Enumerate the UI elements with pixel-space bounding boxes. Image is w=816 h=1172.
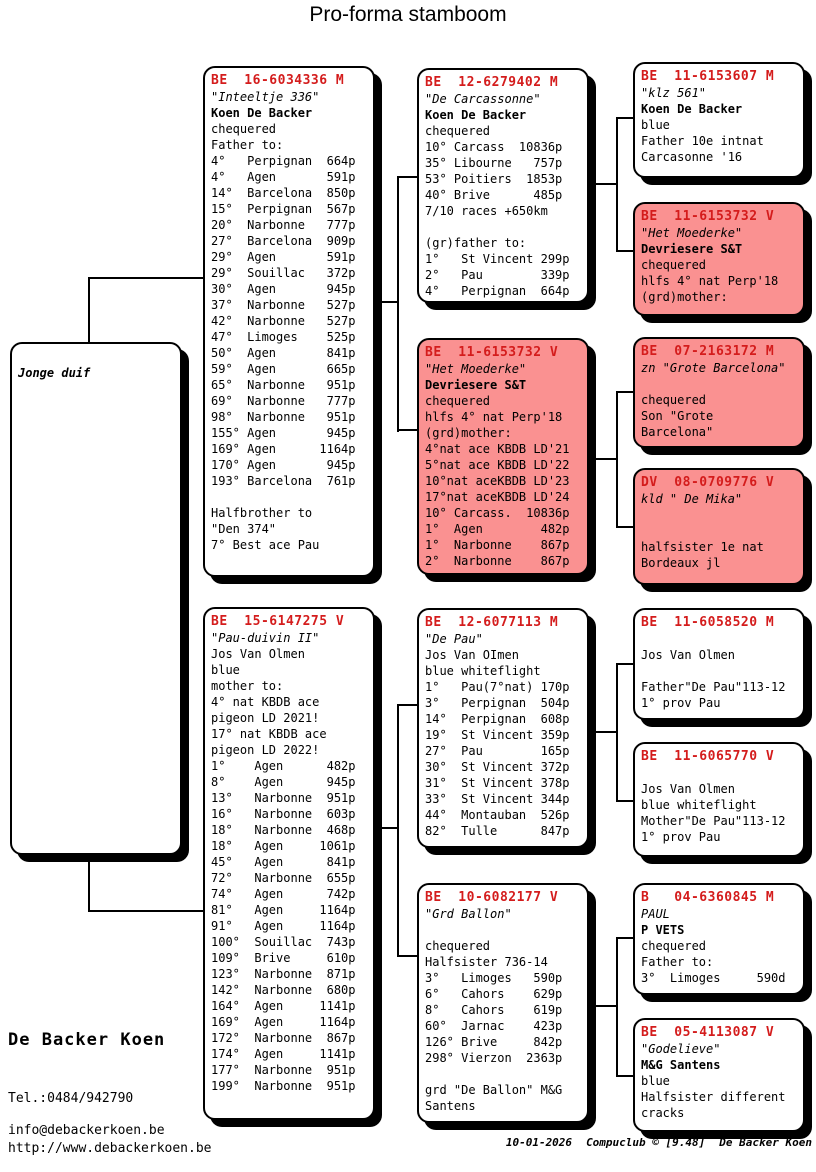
- box-line: chequered: [211, 122, 277, 136]
- box-line: hlfs 4° nat Perp'18: [641, 274, 779, 288]
- box-line: hlfs 4° nat Perp'18: [425, 410, 563, 424]
- box-line: "klz 561": [641, 86, 707, 100]
- box-line: 47° Limoges 525p: [211, 330, 356, 344]
- connector-line: [616, 663, 634, 665]
- connector-line: [589, 183, 617, 185]
- box-line: 298° Vierzon 2363p: [425, 1051, 563, 1065]
- box-line: 123° Narbonne 871p: [211, 967, 356, 981]
- box-line: 18° Narbonne 468p: [211, 823, 356, 837]
- connector-line: [375, 827, 399, 829]
- connector-line: [88, 277, 90, 344]
- box-line: halfsister 1e nat: [641, 540, 764, 554]
- pedigree-box-be-12-6077113: [417, 608, 589, 848]
- box-line: blue whiteflight: [425, 664, 541, 678]
- box-line: 3° Limoges 590p: [425, 971, 563, 985]
- box-line: blue: [641, 1074, 670, 1088]
- pedigree-box-be-11-6153732-c4: [633, 202, 805, 316]
- box-line: blue: [641, 118, 670, 132]
- connector-line: [397, 176, 418, 178]
- connector-line: [616, 117, 634, 119]
- contact-phone: Tel.:0484/942790: [8, 1091, 134, 1106]
- box-line: "Den 374": [211, 522, 277, 536]
- footer-owner: De Backer Koen: [719, 1136, 812, 1149]
- connector-line: [616, 117, 618, 252]
- box-line: 17°nat aceKBDB LD'24: [425, 490, 570, 504]
- box-line: "Grd Ballon": [425, 907, 512, 921]
- box-line: Jos Van Olmen: [641, 782, 735, 796]
- box-line: Devriesere S&T: [641, 242, 743, 256]
- box-line: 27° Pau 165p: [425, 744, 570, 758]
- box-line: [641, 523, 797, 539]
- page-title: Pro-forma stamboom: [309, 3, 507, 26]
- box-line: [18, 349, 174, 365]
- box-line: Halfsister different: [641, 1090, 786, 1104]
- box-line: 50° Agen 841p: [211, 346, 356, 360]
- box-line: 1° Agen 482p: [211, 759, 356, 773]
- box-line: 35° Libourne 757p: [425, 156, 563, 170]
- connector-line: [589, 458, 617, 460]
- box-line: 3° Perpignan 504p: [425, 696, 570, 710]
- ring-number: BE 05-4113087 V: [641, 1025, 775, 1040]
- box-line: 14° Perpignan 608p: [425, 712, 570, 726]
- box-line: 4°nat ace KBDB LD'21: [425, 442, 570, 456]
- box-line: (grd)mother:: [641, 290, 728, 304]
- pedigree-box-b-04-6360845: [633, 883, 805, 995]
- connector-line: [88, 910, 204, 912]
- box-line: M&G Santens: [641, 1058, 721, 1072]
- box-line: Father"De Pau"113-12: [641, 680, 786, 694]
- connector-line: [616, 1075, 634, 1077]
- box-line: Koen De Backer: [425, 108, 527, 122]
- connector-line: [88, 855, 90, 912]
- connector-line: [616, 391, 634, 393]
- box-line: 82° Tulle 847p: [425, 824, 570, 838]
- box-line: Halfsister 736-14: [425, 955, 548, 969]
- pedigree-box-jonge-duif: [10, 342, 182, 855]
- box-line: 109° Brive 610p: [211, 951, 356, 965]
- box-line: 7/10 races +650km: [425, 204, 548, 218]
- ring-number: BE 12-6279402 M: [425, 75, 559, 90]
- box-line: 45° Agen 841p: [211, 855, 356, 869]
- box-line: chequered: [641, 393, 707, 407]
- box-line: "De Carcassonne": [425, 92, 541, 106]
- ring-number: BE 11-6065770 V: [641, 749, 775, 764]
- box-line: 1° prov Pau: [641, 696, 721, 710]
- box-line: 10° Carcass 10836p: [425, 140, 563, 154]
- pedigree-box-dv-08-0709776: [633, 468, 805, 585]
- box-line: 8° Agen 945p: [211, 775, 356, 789]
- box-line: Jos Van OImen: [425, 648, 519, 662]
- box-line: 174° Agen 1141p: [211, 1047, 356, 1061]
- box-line: PAUL: [641, 907, 670, 921]
- box-line: 6° Cahors 629p: [425, 987, 563, 1001]
- box-line: [641, 507, 797, 523]
- breeder-name: De Backer Koen: [8, 1030, 166, 1050]
- footer-date: 10-01-2026: [505, 1136, 573, 1149]
- box-line: blue: [211, 663, 240, 677]
- box-line: 2° Pau 339p: [425, 268, 570, 282]
- connector-line: [616, 663, 618, 802]
- box-line: 98° Narbonne 951p: [211, 410, 356, 424]
- ring-number: BE 11-6153732 V: [425, 345, 559, 360]
- box-line: 199° Narbonne 951p: [211, 1079, 356, 1093]
- ring-number: BE 16-6034336 M: [211, 73, 345, 88]
- box-line: 169° Agen 1164p: [211, 1015, 356, 1029]
- box-line: 44° Montauban 526p: [425, 808, 570, 822]
- box-line: 74° Agen 742p: [211, 887, 356, 901]
- box-line: 155° Agen 945p: [211, 426, 356, 440]
- box-line: 1° prov Pau: [641, 830, 721, 844]
- box-line: 37° Narbonne 527p: [211, 298, 356, 312]
- box-line: 177° Narbonne 951p: [211, 1063, 356, 1077]
- box-line: Bordeaux jl: [641, 556, 721, 570]
- box-line: pigeon LD 2021!: [211, 711, 320, 725]
- box-line: chequered: [425, 939, 491, 953]
- box-line: Father 10e intnat: [641, 134, 764, 148]
- box-line: 29° Agen 591p: [211, 250, 356, 264]
- connector-line: [88, 277, 204, 279]
- box-line: kld " De Mika": [641, 492, 743, 506]
- box-line: [425, 219, 581, 235]
- box-line: 59° Agen 665p: [211, 362, 356, 376]
- connector-line: [616, 526, 634, 528]
- pedigree-box-be-11-6153732-c3: [417, 338, 589, 575]
- box-line: 72° Narbonne 655p: [211, 871, 356, 885]
- box-line: 29° Souillac 372p: [211, 266, 356, 280]
- connector-line: [397, 704, 418, 706]
- box-line: Carcasonne '16: [641, 150, 743, 164]
- connector-line: [397, 429, 418, 431]
- box-line: 126° Brive 842p: [425, 1035, 563, 1049]
- box-line: [641, 765, 797, 781]
- box-line: cracks: [641, 1106, 685, 1120]
- box-line: 4° Agen 591p: [211, 170, 356, 184]
- box-line: 14° Barcelona 850p: [211, 186, 356, 200]
- box-line: 164° Agen 1141p: [211, 999, 356, 1013]
- box-line: chequered: [641, 939, 707, 953]
- box-line: Jonge duif: [18, 366, 91, 380]
- box-line: 4° Perpignan 664p: [211, 154, 356, 168]
- box-line: 69° Narbonne 777p: [211, 394, 356, 408]
- ring-number: BE 12-6077113 M: [425, 615, 559, 630]
- box-line: 60° Jarnac 423p: [425, 1019, 563, 1033]
- box-line: 170° Agen 945p: [211, 458, 356, 472]
- connector-line: [375, 301, 399, 303]
- box-line: 10°nat aceKBDB LD'23: [425, 474, 570, 488]
- ring-number: BE 15-6147275 V: [211, 614, 345, 629]
- box-line: 2° Narbonne 867p: [425, 554, 570, 568]
- connector-line: [589, 1005, 617, 1007]
- box-line: "Het Moederke": [641, 226, 743, 240]
- pedigree-box-be-05-4113087: [633, 1018, 805, 1132]
- box-line: mother to:: [211, 679, 284, 693]
- connector-line: [397, 955, 418, 957]
- connector-line: [616, 937, 634, 939]
- connector-line: [616, 250, 634, 252]
- box-line: Father to:: [641, 955, 714, 969]
- box-line: [641, 663, 797, 679]
- box-line: chequered: [425, 394, 491, 408]
- box-line: "Het Moederke": [425, 362, 527, 376]
- box-line: "De Pau": [425, 632, 483, 646]
- box-line: chequered: [641, 258, 707, 272]
- box-line: 18° Agen 1061p: [211, 839, 356, 853]
- pedigree-box-be-10-6082177: [417, 883, 589, 1123]
- box-line: 5°nat ace KBDB LD'22: [425, 458, 570, 472]
- box-line: 31° St Vincent 378p: [425, 776, 570, 790]
- box-line: 13° Narbonne 951p: [211, 791, 356, 805]
- box-line: "Godelieve": [641, 1042, 721, 1056]
- box-line: [641, 631, 797, 647]
- box-line: Father to:: [211, 138, 284, 152]
- box-line: 27° Barcelona 909p: [211, 234, 356, 248]
- contact-website: http://www.debackerkoen.be: [8, 1141, 212, 1156]
- box-line: 16° Narbonne 603p: [211, 807, 356, 821]
- pedigree-box-be-11-6058520: [633, 608, 805, 720]
- box-line: 193° Barcelona 761p: [211, 474, 356, 488]
- pedigree-box-be-15-6147275: [203, 607, 375, 1120]
- ring-number: BE 07-2163172 M: [641, 344, 775, 359]
- box-line: 81° Agen 1164p: [211, 903, 356, 917]
- box-line: "Inteeltje 336": [211, 90, 320, 104]
- box-line: Santens: [425, 1099, 476, 1113]
- box-line: 42° Narbonne 527p: [211, 314, 356, 328]
- box-line: 40° Brive 485p: [425, 188, 563, 202]
- box-line: 1° St Vincent 299p: [425, 252, 570, 266]
- box-line: [641, 376, 797, 392]
- ring-number: BE 11-6058520 M: [641, 615, 775, 630]
- ring-number: BE 11-6153732 V: [641, 209, 775, 224]
- ring-number: BE 11-6153607 M: [641, 69, 775, 84]
- ring-number: B 04-6360845 M: [641, 890, 775, 905]
- box-line: [425, 922, 581, 938]
- box-line: Devriesere S&T: [425, 378, 527, 392]
- connector-line: [397, 176, 399, 432]
- box-line: 3° Limoges 590d: [641, 971, 786, 985]
- connector-line: [616, 391, 618, 528]
- connector-line: [616, 800, 634, 802]
- connector-line: [589, 731, 617, 733]
- footer: [506, 1136, 812, 1149]
- box-line: Mother"De Pau"113-12: [641, 814, 786, 828]
- pedigree-box-be-12-6279402: [417, 68, 589, 303]
- pedigree-box-be-11-6065770: [633, 742, 805, 857]
- contact-email: info@debackerkoen.be: [8, 1123, 165, 1138]
- box-line: 100° Souillac 743p: [211, 935, 356, 949]
- box-line: 30° Agen 945p: [211, 282, 356, 296]
- ring-number: DV 08-0709776 V: [641, 475, 775, 490]
- box-line: "Pau-duivin II": [211, 631, 320, 645]
- ring-number: BE 10-6082177 V: [425, 890, 559, 905]
- box-line: 7° Best ace Pau: [211, 538, 320, 552]
- box-line: 1° Pau(7°nat) 170p: [425, 680, 570, 694]
- box-line: 169° Agen 1164p: [211, 442, 356, 456]
- pedigree-box-be-16-6034336: [203, 66, 375, 577]
- box-line: grd "De Ballon" M&G: [425, 1083, 563, 1097]
- box-line: 91° Agen 1164p: [211, 919, 356, 933]
- box-line: pigeon LD 2022!: [211, 743, 320, 757]
- box-line: chequered: [425, 124, 491, 138]
- box-line: 10° Carcass. 10836p: [425, 506, 570, 520]
- box-line: blue whiteflight: [641, 798, 757, 812]
- connector-line: [397, 704, 399, 957]
- box-line: 65° Narbonne 951p: [211, 378, 356, 392]
- box-line: 53° Poitiers 1853p: [425, 172, 563, 186]
- box-line: Son "Grote: [641, 409, 714, 423]
- box-line: 8° Cahors 619p: [425, 1003, 563, 1017]
- box-line: 4° Perpignan 664p: [425, 284, 570, 298]
- box-line: 4° nat KBDB ace: [211, 695, 320, 709]
- pedigree-box-be-07-2163172: [633, 337, 805, 448]
- box-line: Koen De Backer: [211, 106, 313, 120]
- box-line: 15° Perpignan 567p: [211, 202, 356, 216]
- box-line: [425, 1066, 581, 1082]
- box-line: 33° St Vincent 344p: [425, 792, 570, 806]
- box-line: 1° Agen 482p: [425, 522, 570, 536]
- box-line: Jos Van Olmen: [641, 648, 735, 662]
- footer-software: Compuclub © [9.48]: [586, 1136, 706, 1149]
- pedigree-box-be-11-6153607: [633, 62, 805, 178]
- box-line: [211, 489, 367, 505]
- box-line: Halfbrother to: [211, 506, 313, 520]
- box-line: Jos Van Olmen: [211, 647, 305, 661]
- box-line: Barcelona": [641, 425, 714, 439]
- box-line: P VETS: [641, 923, 685, 937]
- box-line: 30° St Vincent 372p: [425, 760, 570, 774]
- box-line: (gr)father to:: [425, 236, 527, 250]
- box-line: (grd)mother:: [425, 426, 512, 440]
- box-line: Koen De Backer: [641, 102, 743, 116]
- box-line: 172° Narbonne 867p: [211, 1031, 356, 1045]
- box-line: 1° Narbonne 867p: [425, 538, 570, 552]
- box-line: zn "Grote Barcelona": [641, 361, 786, 375]
- box-line: 17° nat KBDB ace: [211, 727, 327, 741]
- box-line: 19° St Vincent 359p: [425, 728, 570, 742]
- connector-line: [616, 937, 618, 1077]
- box-line: 20° Narbonne 777p: [211, 218, 356, 232]
- box-line: 142° Narbonne 680p: [211, 983, 356, 997]
